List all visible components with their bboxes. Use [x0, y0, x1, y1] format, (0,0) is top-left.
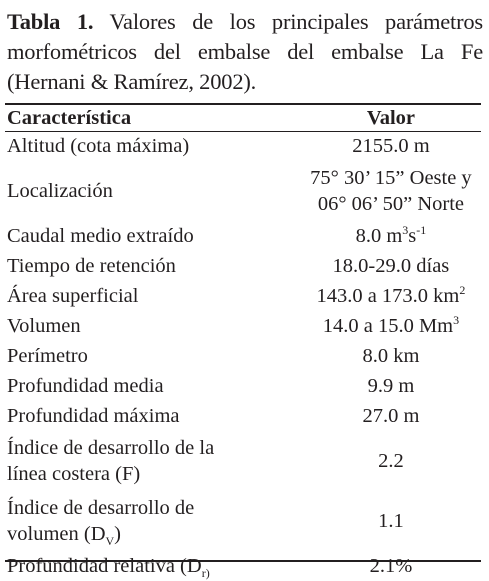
- table-row: [7, 161, 481, 221]
- header-characteristic: Característica: [7, 107, 132, 129]
- row-value: 18.0-29.0 días: [332, 255, 450, 277]
- row-name: Profundidad media: [7, 375, 164, 397]
- name-base: volumen (D: [7, 523, 106, 545]
- value-mid: s: [408, 225, 417, 247]
- row-name: [7, 491, 231, 551]
- header-row: [7, 105, 481, 131]
- table-row: [7, 341, 481, 371]
- name-sub: V: [105, 534, 115, 549]
- table-row: [7, 221, 481, 251]
- name-sub: r): [201, 566, 210, 581]
- table-row: [7, 281, 481, 311]
- name-line2: [7, 521, 231, 547]
- row-name: [7, 431, 231, 491]
- row-value: 27.0 m: [362, 405, 420, 427]
- name-line2: línea costera (F): [7, 463, 141, 485]
- row-name: Profundidad máxima: [7, 405, 180, 427]
- caption-label: Tabla 1.: [7, 9, 94, 34]
- value-line1: 75° 30’ 15” Oeste y: [310, 167, 472, 189]
- value-sup: 3: [453, 313, 460, 328]
- name-line1: Índice de desarrollo de la: [7, 437, 215, 459]
- row-name: Volumen: [7, 315, 81, 337]
- row-name: Caudal medio extraído: [7, 225, 194, 247]
- row-value: 9.9 m: [367, 375, 415, 397]
- row-name: Localización: [7, 180, 113, 202]
- name-base: Profundidad relativa (D: [7, 555, 202, 577]
- value-sup: 2: [459, 283, 466, 298]
- value-base: 143.0 a 173.0 km: [316, 285, 460, 307]
- row-name: Tiempo de retención: [7, 255, 176, 277]
- header-value: Valor: [366, 107, 416, 129]
- value-base: 8.0 m: [355, 225, 403, 247]
- row-value: 2.1%: [369, 555, 413, 577]
- table-row: [7, 311, 481, 341]
- caption-text: Valores de los principales parámetros morfométricos del embalse del embalse La Fe (Hernani & Ramírez, 2002).: [7, 9, 483, 94]
- table-row: [7, 251, 481, 281]
- row-name: Altitud (cota máxima): [7, 135, 190, 157]
- row-value: 2155.0 m: [352, 135, 430, 157]
- table-row: [7, 371, 481, 401]
- row-name: Área superficial: [7, 285, 139, 307]
- row-value: [231, 161, 481, 221]
- row-name: [7, 551, 231, 581]
- name-line1: Índice de desarrollo de: [7, 497, 195, 519]
- table-caption: [7, 7, 483, 97]
- table-row: [7, 491, 481, 551]
- row-value: 2.2: [378, 450, 404, 472]
- value-sup2: -1: [416, 223, 427, 238]
- value-line2: 06° 06’ 50” Norte: [317, 193, 464, 215]
- parameters-table: [7, 105, 481, 581]
- row-value: [231, 311, 481, 341]
- row-value: 8.0 km: [362, 345, 420, 367]
- table-row: [7, 551, 481, 581]
- row-name: Perímetro: [7, 345, 88, 367]
- row-value: [231, 281, 481, 311]
- table-row: [7, 131, 481, 161]
- table-row: [7, 401, 481, 431]
- row-value: [231, 221, 481, 251]
- row-value: 1.1: [378, 510, 404, 532]
- name-end: ): [114, 523, 121, 545]
- table-row: [7, 431, 481, 491]
- value-sup1: 3: [402, 223, 409, 238]
- value-base: 14.0 a 15.0 Mm: [322, 315, 454, 337]
